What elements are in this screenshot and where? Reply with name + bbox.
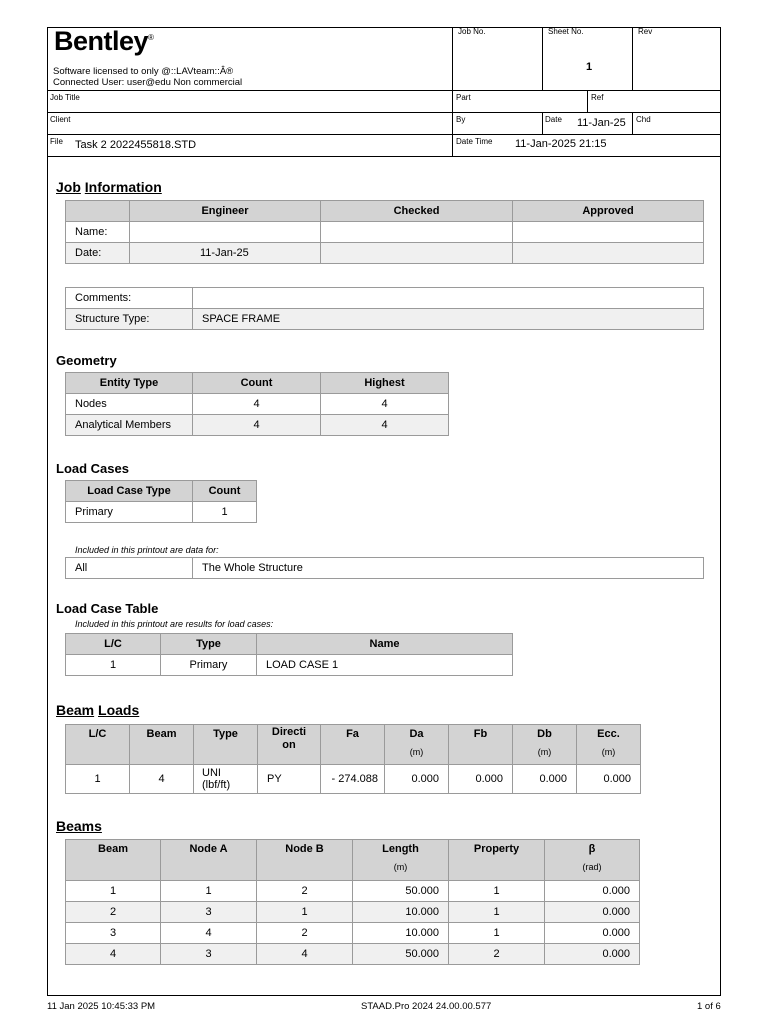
table-row: [66, 222, 704, 243]
date-time-value: 11-Jan-2025 21:15: [515, 138, 607, 150]
load-beam: 4: [130, 765, 194, 794]
column-header: Length (m): [353, 840, 449, 881]
column-header: Ecc. (m): [577, 725, 641, 765]
beam-length: 10.000: [353, 923, 449, 944]
column-header: Load Case Type: [66, 481, 193, 502]
row-label: Name:: [66, 222, 130, 243]
approved-date: [513, 243, 704, 264]
column-header: Da (m): [385, 725, 449, 765]
file-label: File: [50, 137, 63, 146]
table-row: [66, 923, 640, 944]
load-cases-table: [65, 480, 257, 523]
load-da: 0.000: [385, 765, 449, 794]
header-divider: [452, 27, 453, 156]
column-header: L/C: [66, 634, 161, 655]
table-row: [66, 288, 704, 309]
column-header: Type: [194, 725, 258, 765]
table-row: [66, 881, 640, 902]
date-value: 11-Jan-25: [577, 117, 626, 129]
beam-length: 50.000: [353, 944, 449, 965]
beam-property: 1: [449, 881, 545, 902]
header-divider: [47, 134, 721, 135]
table-row: [66, 415, 449, 436]
structure-type-label: Structure Type:: [66, 309, 193, 330]
load-direction: PY: [258, 765, 321, 794]
beam-length: 50.000: [353, 881, 449, 902]
sheet-no-value: 1: [586, 61, 593, 73]
scope-whole-structure: The Whole Structure: [193, 558, 704, 579]
load-case-type: Primary: [66, 502, 193, 523]
job-information-heading: Job Information: [56, 179, 162, 195]
load-case-count: 1: [193, 502, 257, 523]
table-row: [66, 655, 513, 676]
scope-all: All: [66, 558, 193, 579]
header-divider: [47, 112, 721, 113]
header-divider: [587, 90, 588, 112]
column-header: [66, 201, 130, 222]
column-header: Name: [257, 634, 513, 655]
load-fa: - 274.088: [321, 765, 385, 794]
header-divider: [632, 112, 633, 134]
column-header: Directi on: [258, 725, 321, 765]
beam-id: 4: [66, 944, 161, 965]
column-header: Count: [193, 481, 257, 502]
beam-beta: 0.000: [545, 902, 640, 923]
chd-label: Chd: [636, 115, 651, 124]
beam-property: 1: [449, 902, 545, 923]
load-case-list-table: [65, 633, 513, 676]
file-value: Task 2 2022455818.STD: [75, 139, 197, 151]
header-divider: [542, 27, 543, 90]
lc-number: 1: [66, 655, 161, 676]
table-row: [66, 765, 641, 794]
table-row: [66, 394, 449, 415]
entity-type: Analytical Members: [66, 415, 193, 436]
part-label: Part: [456, 93, 471, 102]
footer-page-number: 1 of 6: [697, 1001, 721, 1012]
beams-table: [65, 839, 640, 965]
comments-value: [193, 288, 704, 309]
load-cases-heading: Load Cases: [56, 461, 129, 476]
column-header: Node A: [161, 840, 257, 881]
column-header: Type: [161, 634, 257, 655]
header-divider: [47, 156, 721, 157]
entity-count: 4: [193, 415, 321, 436]
beams-heading: Beams: [56, 818, 102, 834]
table-row: [66, 502, 257, 523]
entity-count: 4: [193, 394, 321, 415]
header-divider: [47, 90, 721, 91]
date-time-label: Date Time: [456, 137, 493, 146]
structure-type-value: SPACE FRAME: [193, 309, 704, 330]
connected-user-line: Connected User: user@edu Non commercial: [53, 77, 243, 88]
beam-node-a: 3: [161, 944, 257, 965]
job-information-table: [65, 200, 704, 264]
load-fb: 0.000: [449, 765, 513, 794]
checked-date: [321, 243, 513, 264]
beam-node-a: 4: [161, 923, 257, 944]
beam-beta: 0.000: [545, 923, 640, 944]
load-case-table-heading: Load Case Table: [56, 601, 159, 616]
load-type: UNI (lbf/ft): [194, 765, 258, 794]
client-label: Client: [50, 115, 71, 124]
geometry-table: [65, 372, 449, 436]
by-label: By: [456, 115, 466, 124]
column-header-approved: Approved: [513, 201, 704, 222]
engineer-date: 11-Jan-25: [130, 243, 321, 264]
table-row: [66, 902, 640, 923]
beam-beta: 0.000: [545, 881, 640, 902]
column-header-checked: Checked: [321, 201, 513, 222]
load-db: 0.000: [513, 765, 577, 794]
table-row: [66, 243, 704, 264]
beam-id: 2: [66, 902, 161, 923]
column-header: Count: [193, 373, 321, 394]
job-title-label: Job Title: [50, 93, 80, 102]
entity-highest: 4: [321, 394, 449, 415]
header-divider: [632, 27, 633, 90]
comments-label: Comments:: [66, 288, 193, 309]
beam-id: 1: [66, 881, 161, 902]
scope-table: [65, 557, 704, 579]
beam-property: 1: [449, 923, 545, 944]
beam-beta: 0.000: [545, 944, 640, 965]
bentley-logo: Bentley®: [54, 26, 154, 56]
footer-timestamp: 11 Jan 2025 10:45:33 PM: [47, 1001, 156, 1012]
entity-highest: 4: [321, 415, 449, 436]
column-header: Beam: [130, 725, 194, 765]
license-line: Software licensed to only @::LAVteam::Â®: [53, 66, 234, 77]
beam-node-b: 2: [257, 923, 353, 944]
column-header-engineer: Engineer: [130, 201, 321, 222]
column-header: Entity Type: [66, 373, 193, 394]
beam-node-a: 1: [161, 881, 257, 902]
rev-label: Rev: [638, 27, 653, 36]
comments-table: [65, 287, 704, 330]
beam-property: 2: [449, 944, 545, 965]
lc-type: Primary: [161, 655, 257, 676]
included-data-note: Included in this printout are data for:: [75, 545, 219, 555]
beam-loads-heading: Beam Loads: [56, 702, 140, 718]
header-divider: [542, 112, 543, 134]
beam-node-b: 4: [257, 944, 353, 965]
beam-node-b: 1: [257, 902, 353, 923]
sheet-no-label: Sheet No.: [548, 27, 584, 36]
column-header: Highest: [321, 373, 449, 394]
column-header: Fa: [321, 725, 385, 765]
date-label: Date: [545, 115, 562, 124]
column-header: Db (m): [513, 725, 577, 765]
beam-node-b: 2: [257, 881, 353, 902]
table-row: [66, 309, 704, 330]
column-header: L/C: [66, 725, 130, 765]
engineer-name: [130, 222, 321, 243]
column-header: Property: [449, 840, 545, 881]
beam-length: 10.000: [353, 902, 449, 923]
row-label: Date:: [66, 243, 130, 264]
lc-name: LOAD CASE 1: [257, 655, 513, 676]
load-lc: 1: [66, 765, 130, 794]
ref-label: Ref: [591, 93, 604, 102]
load-ecc: 0.000: [577, 765, 641, 794]
column-header: Fb: [449, 725, 513, 765]
column-header: Node B: [257, 840, 353, 881]
geometry-heading: Geometry: [56, 353, 117, 368]
checked-name: [321, 222, 513, 243]
included-results-note: Included in this printout are results for load cases:: [75, 619, 274, 629]
footer-software-version: STAAD.Pro 2024 24.00.00.577: [361, 1001, 492, 1012]
beam-loads-table: [65, 724, 641, 794]
table-row: [66, 944, 640, 965]
column-header: Beam: [66, 840, 161, 881]
job-no-label: Job No.: [458, 27, 486, 36]
table-row: [66, 558, 704, 579]
beam-id: 3: [66, 923, 161, 944]
beam-node-a: 3: [161, 902, 257, 923]
column-header: β (rad): [545, 840, 640, 881]
entity-type: Nodes: [66, 394, 193, 415]
approved-name: [513, 222, 704, 243]
